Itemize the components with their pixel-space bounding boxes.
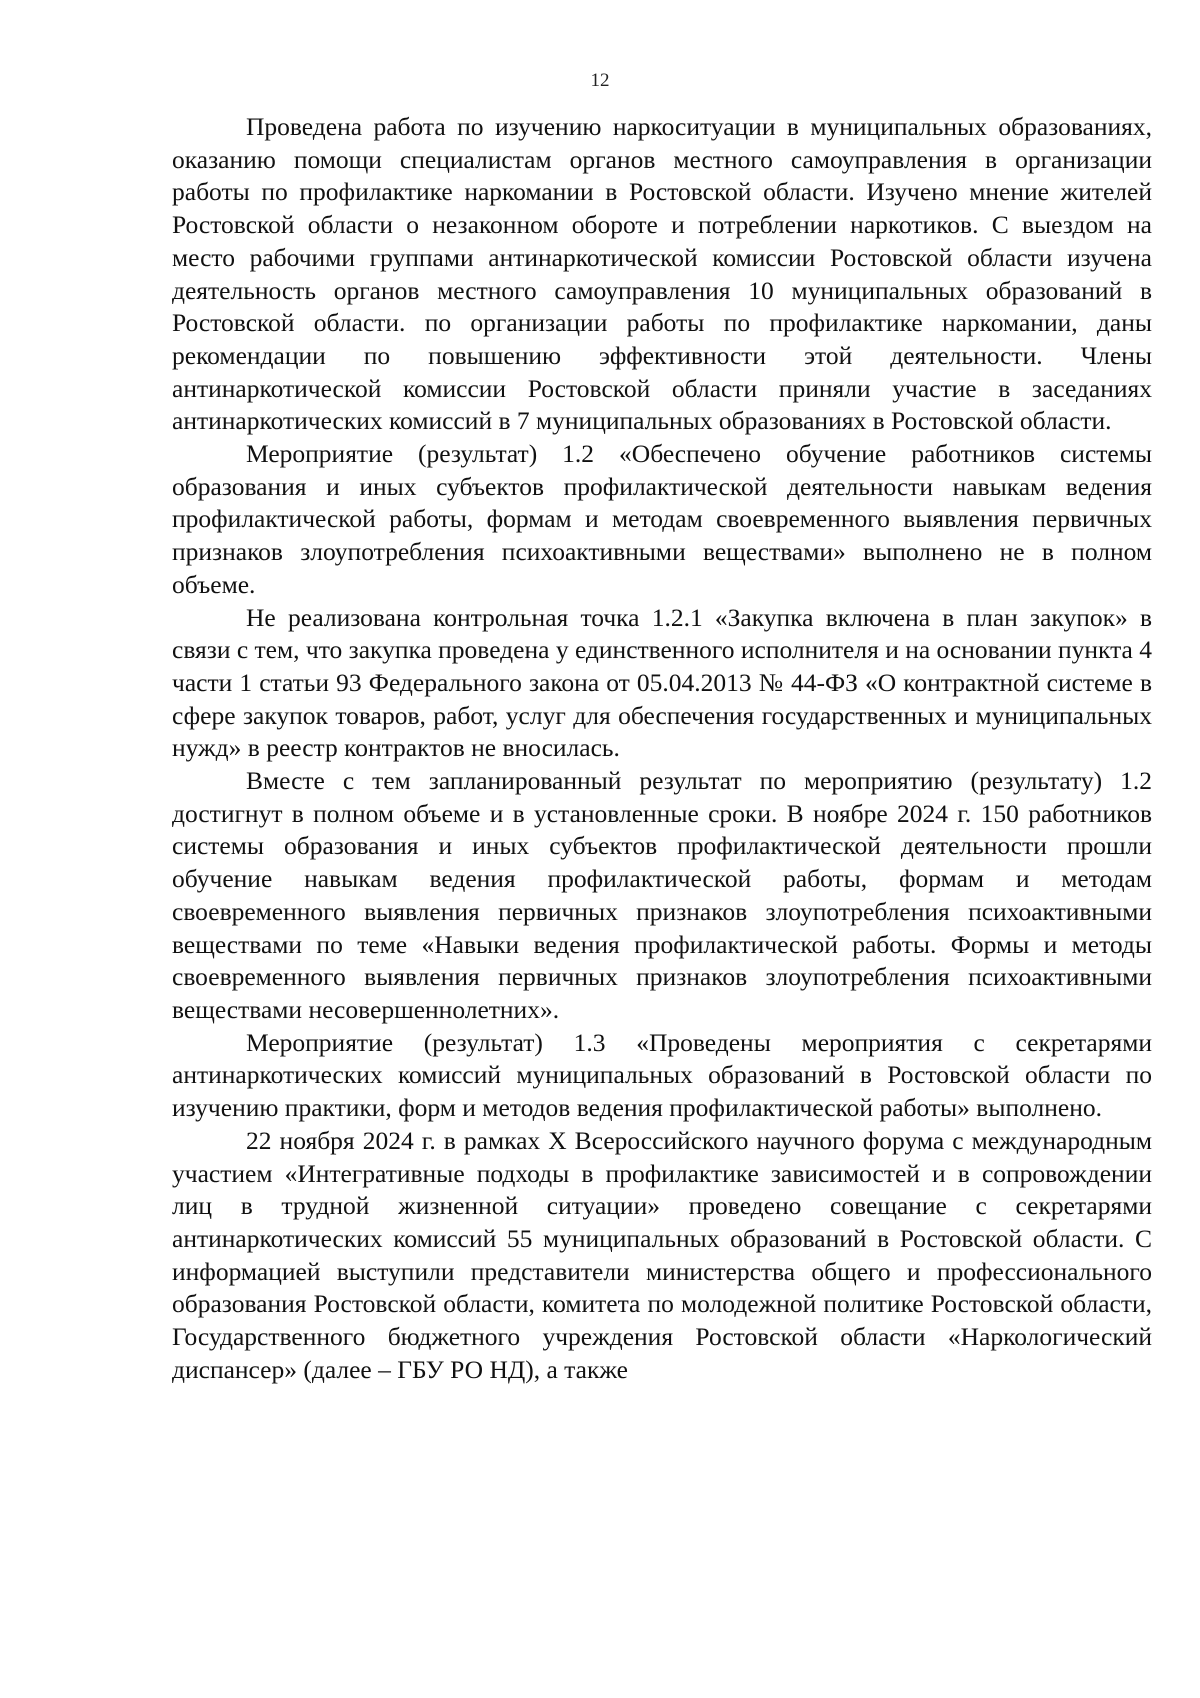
paragraph-control-point-1-2-1: Не реализована контрольная точка 1.2.1 «Закупка включена в план закупок» в связи с тем, что закупка проведена у единственного исполнителя и на основании пункта 4 части 1 статьи 93 Федерального закона от 05.04.2013 № 44-ФЗ «О контрактной системе в сфере закупок товаров, работ, услуг для обеспечения государственных и муниципальных нужд» в реестр контрактов не вносилась. (172, 602, 1152, 763)
paragraph-narcosituation-study: Проведена работа по изучению наркоситуации в муниципальных образованиях, оказанию помощи специалистам органов местного самоуправления в организации работы по профилактике наркомании в Ростовской области. Изучено мнение жителей Ростовской области о незаконном обороте и потреблении наркотиков. С выездом на место рабочими группами антинаркотической комиссии Ростовской области изучена деятельность органов местного самоуправления 10 муниципальных образований в Ростовской области. по организации работы по профилактике наркомании, даны рекомендации по повышению эффективности этой деятельности. Члены антинаркотической комиссии Ростовской области приняли участие в заседаниях антинаркотических комиссий в 7 муниципальных образованиях в Ростовской области. (172, 112, 1152, 436)
paragraph-measure-1-2: Мероприятие (результат) 1.2 «Обеспечено обучение работников системы образования и иных субъектов профилактической деятельности навыкам ведения профилактической работы, формам и методам своевременного выявления первичных признаков злоупотребления психоактивными веществами» выполнено не в полном объеме. (172, 439, 1152, 599)
paragraph-measure-1-3: Мероприятие (результат) 1.3 «Проведены мероприятия с секретарями антинаркотических комиссий муниципальных образований в Ростовской области по изучению практики, форм и методов ведения профилактической работы» выполнено. (172, 1027, 1152, 1123)
document-body (172, 111, 1152, 1386)
paragraph-result-1-2-achieved: Вместе с тем запланированный результат по мероприятию (результату) 1.2 достигнут в полном объеме и в установленные сроки. В ноябре 2024 г. 150 работников системы образования и иных субъектов профилактической деятельности прошли обучение навыкам ведения профилактической работы, формам и методам своевременного выявления первичных признаков злоупотребления психоактивными веществами по теме «Навыки ведения профилактической работы. Формы и методы своевременного выявления первичных признаков злоупотребления психоактивными веществами несовершеннолетних». (172, 766, 1152, 1024)
paragraph-forum-meeting: 22 ноября 2024 г. в рамках X Всероссийского научного форума с международным участием «Интегративные подходы в профилактике зависимостей и в сопровождении лиц в трудной жизненной ситуации» проведено совещание с секретарями антинаркотических комиссий 55 муниципальных образований в Ростовской области. С информацией выступили представители министерства общего и профессионального образования Ростовской области, комитета по молодежной политике Ростовской области, Государственного бюджетного учреждения Ростовской области «Наркологический диспансер» (далее – ГБУ РО НД), а также (172, 1125, 1152, 1384)
page-number: 12 (590, 70, 610, 91)
